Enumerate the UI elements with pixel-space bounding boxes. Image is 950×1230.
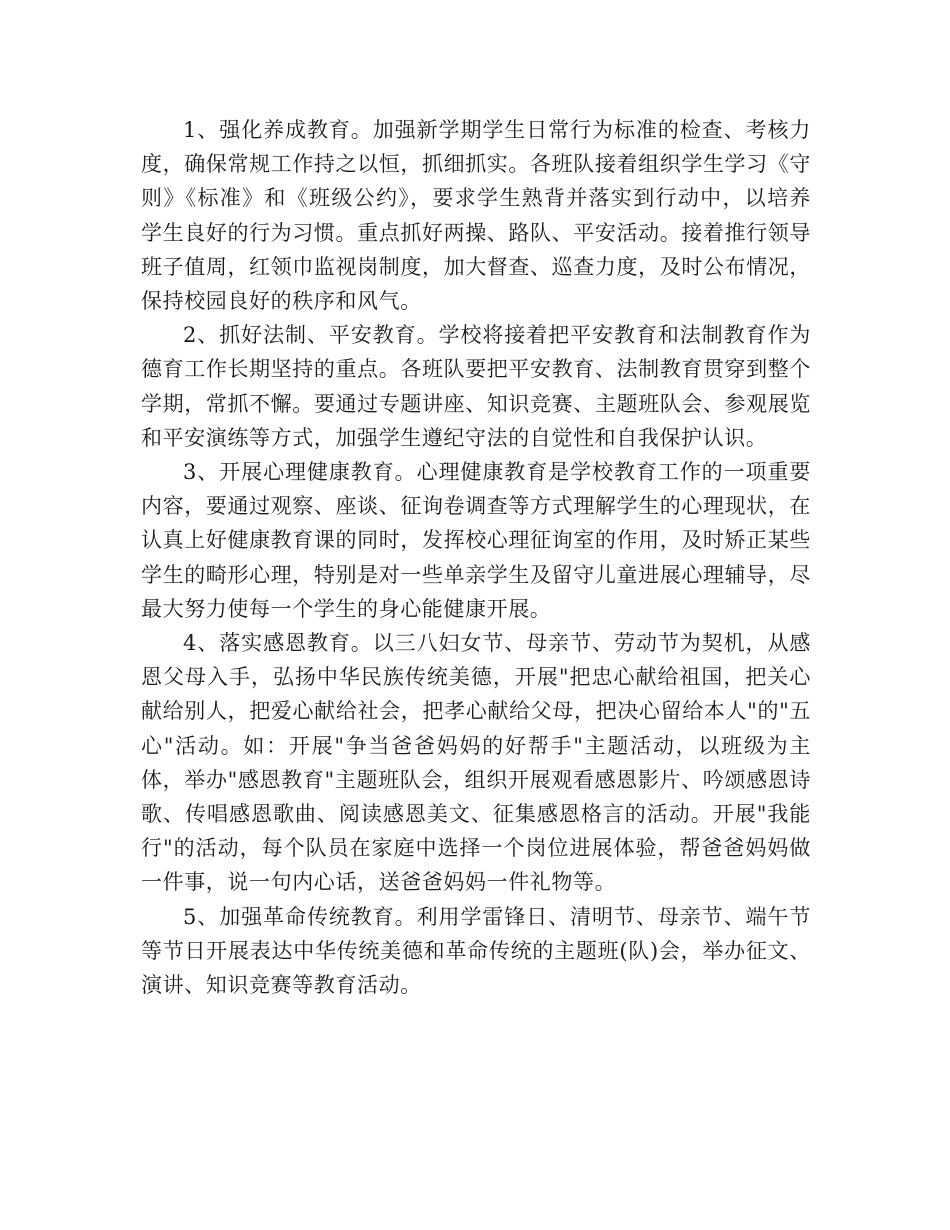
paragraph-legal-safety-education: 2、抓好法制、平安教育。学校将接着把平安教育和法制教育作为德育工作长期坚持的重点。各班队要把平安教育、法制教育贯穿到整个学期，常抓不懈。要通过专题讲座、知识竞赛、主题班队会、参观展览和平安演练等方式，加强学生遵纪守法的自觉性和自我保护认识。 xyxy=(141,323,811,450)
paragraph-habit-education: 1、强化养成教育。加强新学期学生日常行为标准的检查、考核力度，确保常规工作持之以恒，抓细抓实。各班队接着组织学生学习《守则》《标准》和《班级公约》，要求学生熟背并落实到行动中，以培养学生良好的行为习惯。重点抓好两操、路队、平安活动。接着推行领导班子值周，红领巾监视岗制度，加大督查、巡查力度，及时公布情况，保持校园良好的秩序和风气。 xyxy=(141,118,811,314)
paragraph-revolutionary-tradition-education: 5、加强革命传统教育。利用学雷锋日、清明节、母亲节、端午节等节日开展表达中华传统美德和革命传统的主题班(队)会，举办征文、演讲、知识竞赛等教育活动。 xyxy=(141,904,811,998)
paragraph-gratitude-education: 4、落实感恩教育。以三八妇女节、母亲节、劳动节为契机，从感恩父母入手，弘扬中华民族传统美德，开展"把忠心献给祖国，把关心献给别人，把爱心献给社会，把孝心献给父母，把决心留给本人"的"五心"活动。如：开展"争当爸爸妈妈的好帮手"主题活动，以班级为主体，举办"感恩教育"主题班队会，组织开展观看感恩影片、吟颂感恩诗歌、传唱感恩歌曲、阅读感恩美文、征集感恩格言的活动。开展"我能行"的活动，每个队员在家庭中选择一个岗位进展体验，帮爸爸妈妈做一件事，说一句内心话，送爸爸妈妈一件礼物等。 xyxy=(141,631,811,895)
paragraph-mental-health-education: 3、开展心理健康教育。心理健康教育是学校教育工作的一项重要内容，要通过观察、座谈、征询卷调查等方式理解学生的心理现状，在认真上好健康教育课的同时，发挥校心理征询室的作用，及时矫正某些学生的畸形心理，特别是对一些单亲学生及留守儿童进展心理辅导，尽最大努力使每一个学生的身心能健康开展。 xyxy=(141,460,811,621)
document-body xyxy=(141,113,811,1002)
